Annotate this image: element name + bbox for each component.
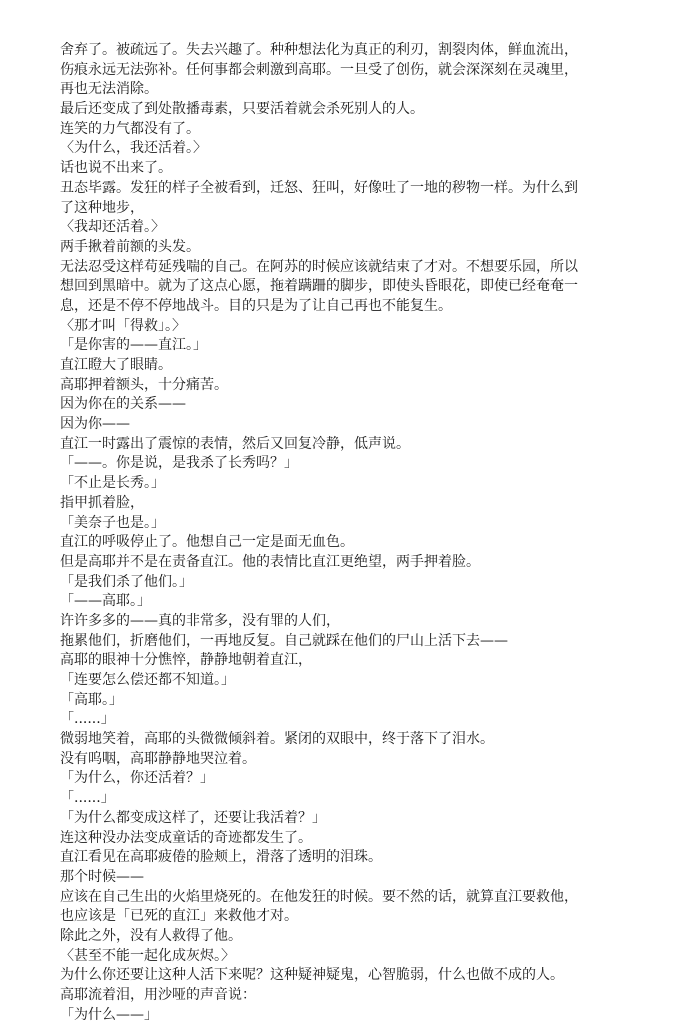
text-line: 高耶的眼神十分憔悴，静静地朝着直江， [60, 652, 312, 669]
text-line: 高耶押着额头，十分痛苦。 [60, 376, 228, 393]
text-line: 〈为什么，我还活着。〉 [60, 140, 207, 157]
text-line: 连笑的力气都没有了。 [60, 120, 200, 137]
text-line: 许许多多的——真的非常多，没有罪的人们， [60, 612, 340, 629]
text-line: 最后还变成了到处散播毒素，只要活着就会杀死别人的人。 [60, 101, 424, 118]
text-line: 想回到黑暗中。就为了这点心愿，拖着蹒跚的脚步，即使头昏眼花，即使已经奄奄一 [60, 278, 578, 295]
text-line: 「美奈子也是。」 [60, 514, 165, 531]
text-line: 应该在自己生出的火焰里烧死的。在他发狂的时候。要不然的话，就算直江要救他， [60, 888, 578, 905]
text-line: 丑态毕露。发狂的样子全被看到，迁怒、狂叫，好像吐了一地的秽物一样。为什么到 [60, 179, 578, 196]
text-line: 话也说不出来了。 [60, 160, 172, 177]
text-line: 也应该是「已死的直江」来救他才对。 [60, 908, 298, 925]
text-line: 「为什么，你还活着？」 [60, 770, 214, 787]
text-line: 「是你害的——直江。」 [60, 337, 207, 354]
text-line: 「为什么都变成这样了，还要让我活着？」 [60, 809, 326, 826]
text-line: 「高耶。」 [60, 691, 123, 708]
text-line: 再也无法消除。 [60, 81, 158, 98]
text-line: 直江瞪大了眼睛。 [60, 357, 172, 373]
text-line: 微弱地笑着，高耶的头微微倾斜着。紧闭的双眼中，终于落下了泪水。 [60, 731, 494, 748]
text-line: 除此之外，没有人救得了他。 [60, 927, 242, 944]
text-line: 「......」 [60, 790, 115, 807]
text-line: 拖累他们，折磨他们，一再地反复。自己就踩在他们的尸山上活下去—— [60, 632, 508, 649]
text-line: 两手揪着前额的头发。 [60, 238, 200, 255]
text-line: 直江的呼吸停止了。他想自己一定是面无血色。 [60, 534, 354, 551]
text-line: 〈我却还活着。〉 [60, 219, 165, 236]
text-line: 没有呜咽，高耶静静地哭泣着。 [60, 750, 256, 767]
text-line: 「......」 [60, 711, 115, 728]
document-page [60, 41, 638, 1025]
text-line: 「——。你是说，是我杀了长秀吗？」 [60, 455, 298, 472]
text-line: 〈那才叫「得救」。〉 [60, 317, 186, 334]
text-line: 那个时候—— [60, 868, 144, 885]
text-line: 〈甚至不能一起化成灰烬。〉 [60, 947, 235, 964]
text-line: 了这种地步， [60, 199, 144, 216]
text-line: 为什么你还要让这种人活下来呢？这种疑神疑鬼，心智脆弱，什么也做不成的人。 [60, 967, 564, 984]
text-line: 舍弃了。被疏远了。失去兴趣了。种种想法化为真正的利刃，割裂肉体，鲜血流出， [60, 42, 578, 58]
text-line: 「不止是长秀。」 [60, 475, 165, 492]
text-line: 直江看见在高耶疲倦的脸颊上，滑落了透明的泪珠。 [60, 849, 382, 866]
text-line: 高耶流着泪，用沙哑的声音说： [60, 987, 256, 1003]
text-line: 连这种没办法变成童话的奇迹都发生了。 [60, 829, 312, 846]
text-line: 但是高耶并不是在责备直江。他的表情比直江更绝望，两手押着脸。 [60, 553, 480, 570]
text-line: 指甲抓着脸， [60, 494, 144, 511]
text-line: 因为你—— [60, 416, 130, 433]
text-line: 「连要怎么偿还都不知道。」 [60, 672, 235, 688]
text-line: 伤痕永远无法弥补。任何事都会刺激到高耶。一旦受了创伤，就会深深刻在灵魂里， [60, 61, 578, 78]
text-line: 因为你在的关系—— [60, 396, 186, 413]
text-line: 无法忍受这样苟延残喘的自己。在阿苏的时候应该就结束了才对。不想要乐园，所以 [60, 258, 578, 275]
text-line: 「是我们杀了他们。」 [60, 573, 193, 590]
text-line: 直江一时露出了震惊的表情，然后又回复冷静，低声说。 [60, 435, 410, 452]
text-line: 「为什么——」 [60, 1006, 158, 1023]
text-line: 「——高耶。」 [60, 593, 151, 610]
text-line: 息，还是不停不停地战斗。目的只是为了让自己再也不能复生。 [60, 297, 452, 314]
